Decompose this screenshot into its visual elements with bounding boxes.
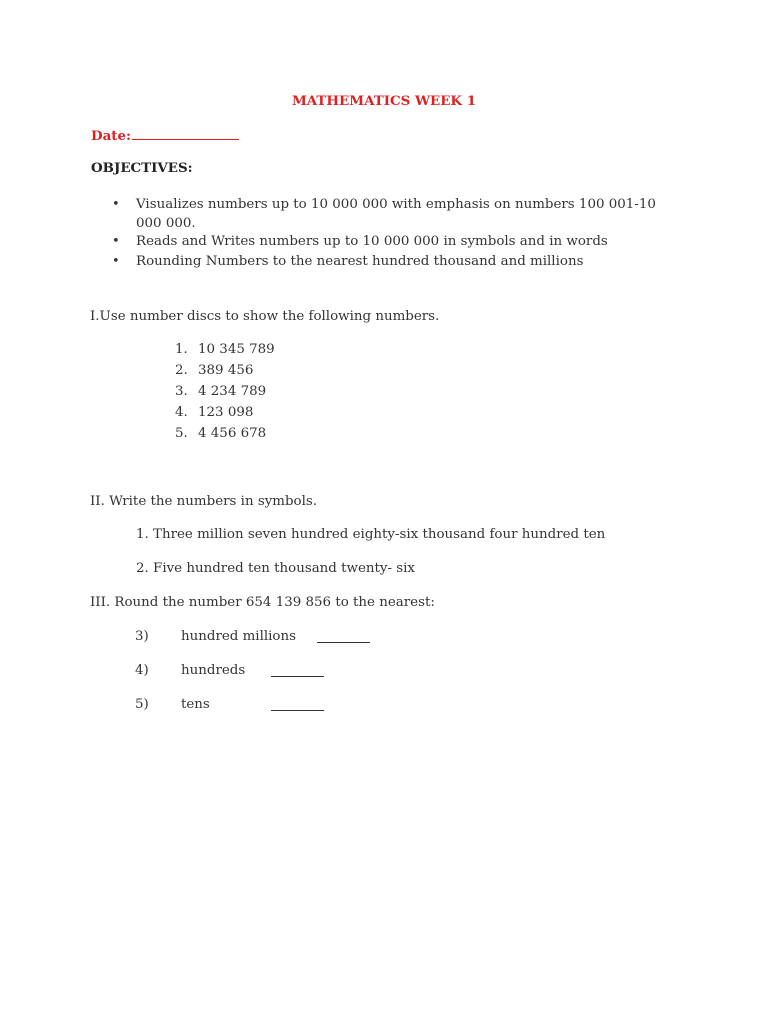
- item-number: 4): [135, 663, 149, 678]
- section2-item: 1. Three million seven hundred eighty-six thousand four hundred ten: [136, 527, 606, 542]
- item-label: tens: [181, 697, 210, 712]
- bullet-icon: •: [112, 197, 120, 212]
- objectives-heading: OBJECTIVES:: [91, 160, 193, 176]
- list-value: 389 456: [198, 363, 254, 378]
- section3-instruction: III. Round the number 654 139 856 to the nearest:: [90, 595, 435, 610]
- list-number: 5.: [175, 426, 188, 441]
- section2-item: 2. Five hundred ten thousand twenty- six: [136, 561, 415, 576]
- date-field: [91, 127, 239, 144]
- answer-blank: [271, 664, 324, 677]
- objective-text: Rounding Numbers to the nearest hundred thousand and millions: [136, 254, 584, 269]
- item-number: 5): [135, 697, 149, 712]
- section2-instruction: II. Write the numbers in symbols.: [90, 494, 317, 509]
- list-value: 123 098: [198, 405, 254, 420]
- list-number: 3.: [175, 384, 188, 399]
- date-blank-line: [132, 127, 239, 140]
- date-label: Date:: [91, 128, 131, 144]
- item-label: hundred millions: [181, 629, 296, 644]
- page-title: MATHEMATICS WEEK 1: [291, 93, 477, 109]
- objective-text-cont: 000 000.: [136, 216, 196, 231]
- list-value: 10 345 789: [198, 342, 275, 357]
- list-number: 2.: [175, 363, 188, 378]
- objective-text: Reads and Writes numbers up to 10 000 000 in symbols and in words: [136, 234, 608, 249]
- list-number: 4.: [175, 405, 188, 420]
- bullet-icon: •: [112, 234, 120, 249]
- bullet-icon: •: [112, 254, 120, 269]
- item-label: hundreds: [181, 663, 246, 678]
- list-number: 1.: [175, 342, 188, 357]
- list-value: 4 234 789: [198, 384, 267, 399]
- objective-text: Visualizes numbers up to 10 000 000 with emphasis on numbers 100 001-10: [136, 197, 656, 212]
- answer-blank: [271, 698, 324, 711]
- list-value: 4 456 678: [198, 426, 267, 441]
- answer-blank: [317, 630, 370, 643]
- section1-instruction: I.Use number discs to show the following numbers.: [90, 309, 440, 324]
- item-number: 3): [135, 629, 149, 644]
